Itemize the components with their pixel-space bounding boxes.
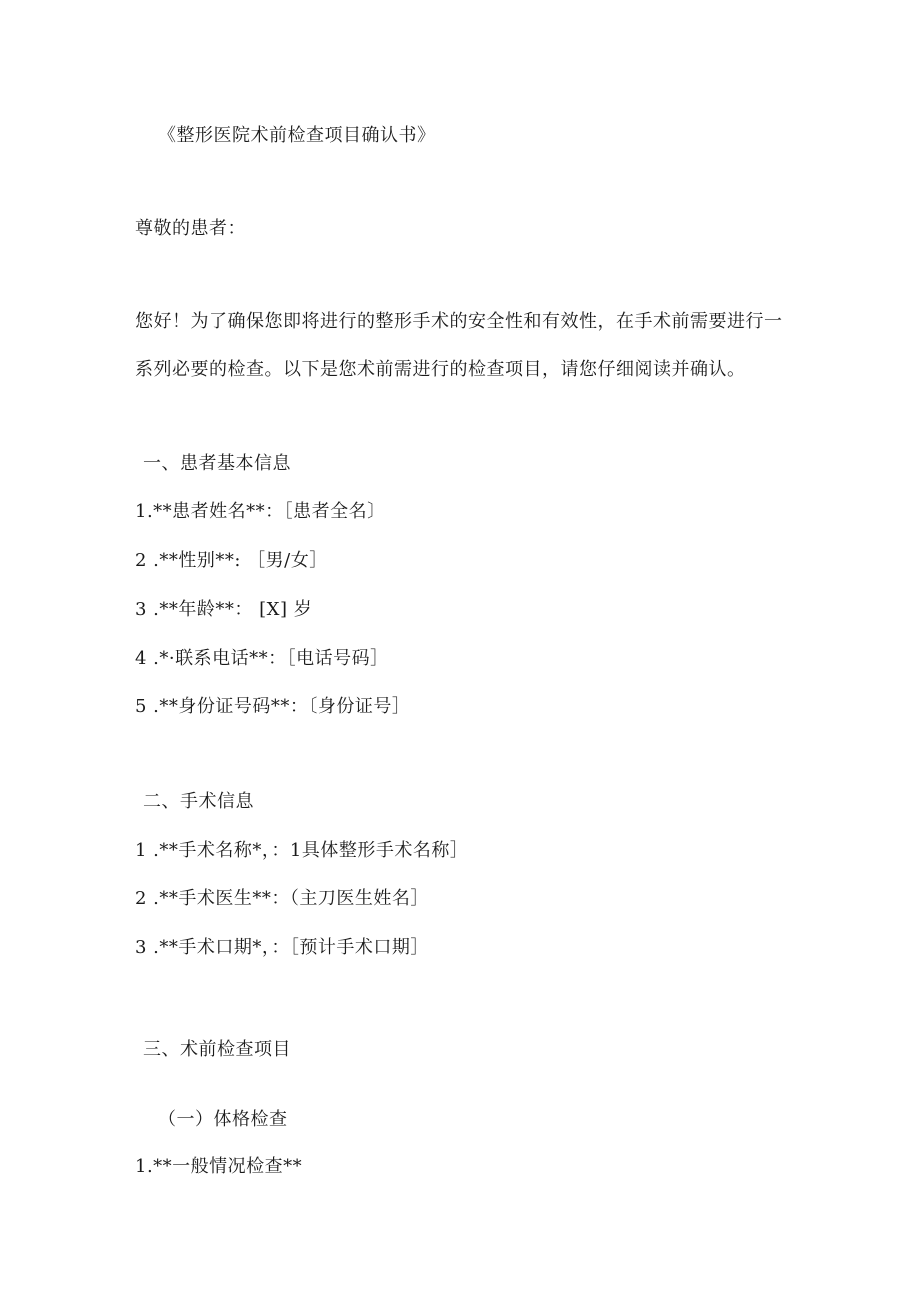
list-item: 3 .**手术口期*，：［预计手术口期］ [135, 937, 429, 958]
list-item: 5 .**身份证号码**：〔身份证号］ [135, 696, 411, 717]
list-item: 2 .**手术医生**：（主刀医生姓名］ [135, 888, 429, 909]
list-item: 1.**一般情况检查** [135, 1156, 303, 1177]
document-title: 《整形医院术前检查项目确认书》 [158, 125, 436, 146]
greeting: 尊敬的患者： [135, 218, 246, 239]
list-item: 1.**患者姓名**：［患者全名〕 [135, 501, 386, 522]
subsection-heading-physical-exam: （一）体格检查 [158, 1109, 288, 1130]
intro-paragraph-line-2: 系列必要的检查。以下是您术前需进行的检查项目，请您仔细阅读并确认。 [135, 359, 746, 380]
list-item: 3 .**年龄**： [X] 岁 [135, 599, 313, 620]
list-item: 4 .*·联系电话**：［电话号码］ [135, 648, 389, 669]
section-heading-surgery-info: 二、手术信息 [143, 791, 254, 812]
section-heading-preop-exams: 三、术前检查项目 [143, 1039, 291, 1060]
intro-paragraph-line-1: 您好！为了确保您即将进行的整形手术的安全性和有效性，在手术前需要进行一 [135, 311, 783, 332]
list-item: 2 .**性别**: ［男/女］ [135, 550, 328, 571]
section-heading-patient-info: 一、患者基本信息 [143, 453, 291, 474]
list-item: 1 .**手术名称*，：1具体整形手术名称］ [135, 840, 469, 861]
